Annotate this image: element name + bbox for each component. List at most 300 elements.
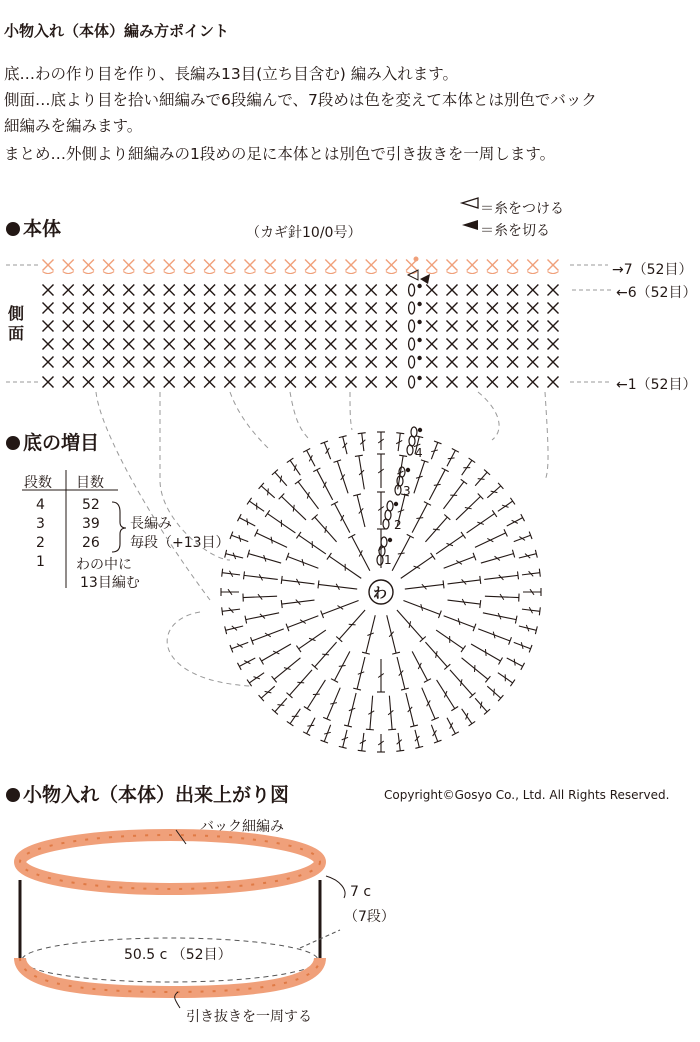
sc-stitch [224,357,235,368]
height-leader [326,876,345,898]
back-sc-stitch [548,260,559,274]
base-rim-back [22,938,318,982]
dc-stitch [296,532,325,554]
table-brace [112,502,126,552]
sc-stitch [527,339,538,350]
sc-stitch [426,357,437,368]
sc-stitch [366,377,377,388]
dc-stitch [437,680,459,711]
dc-stitch [312,642,337,669]
dc-stitch [448,576,481,584]
sc-stitch [63,357,74,368]
dc-stitch [475,698,490,714]
dc-stitch [467,510,497,533]
back-sc-stitch [285,260,296,274]
cut-marker-icon [420,274,430,284]
connector-7 [545,392,548,480]
dc-stitch [286,670,312,698]
round-number-2: 2 [394,518,402,532]
instruction-line-2: 側面…底より目を拾い細編みで6段編んで、7段めは色を変えて本体とは別色でバック [4,91,597,109]
dc-stitch [425,642,450,669]
table-count-1-extra: 13目編む [80,575,140,591]
dc-stitch [245,613,279,624]
back-sc-stitch [447,260,458,274]
dc-stitch [225,550,243,559]
dc-stitch [485,594,519,602]
sc-stitch [224,321,235,332]
sc-stitch [507,377,518,388]
dc-stitch [507,658,525,670]
dc-stitch [323,688,340,721]
chain-stitch [409,376,415,388]
connector-2 [160,392,230,560]
instruction-line-3: 細編みを編みます。 [4,117,143,135]
dc-stitch [377,659,385,692]
dc-stitch [247,673,264,687]
dc-stitch [281,576,314,585]
dc-stitch [403,601,441,619]
dc-stitch [221,588,239,596]
sc-stitch [507,285,518,296]
dc-stitch [412,502,431,533]
back-sc-stitch [346,260,357,274]
sc-stitch [325,377,336,388]
dc-stitch [303,448,315,466]
sc-stitch [487,285,498,296]
sc-stitch [103,303,114,314]
sc-stitch [386,321,397,332]
sc-stitch [63,377,74,388]
dc-stitch [522,607,540,615]
sc-stitch [548,321,559,332]
dc-stitch [436,630,465,652]
sc-stitch [245,357,256,368]
sc-stitch [285,377,296,388]
sc-stitch [43,357,54,368]
dc-stitch [312,514,337,541]
sc-stitch [103,377,114,388]
dc-stitch [377,432,385,450]
dc-stitch [429,468,448,500]
sc-stitch [265,357,276,368]
table-count-2: 26 [82,535,100,551]
sc-stitch [123,339,134,350]
dc-stitch [406,693,418,727]
dc-stitch [484,571,518,580]
connector-4 [290,392,310,440]
sc-stitch [527,285,538,296]
sc-stitch [144,357,155,368]
join-dot [394,502,398,506]
dc-stitch [353,657,365,690]
connector-5 [350,392,352,430]
dc-stitch [259,644,290,664]
dc-stitch [321,725,331,743]
sc-stitch [487,303,498,314]
dc-stitch [358,733,366,751]
instruction-line-1: 底…わの作り目を作り、長編み13目(立ち目含む) 編み入れます。 [4,65,459,83]
dc-stitch [487,483,503,498]
table-round-4: 4 [36,497,45,513]
sc-stitch [204,339,215,350]
sc-stitch [164,321,175,332]
back-sc-stitch [426,260,437,274]
dc-stitch [339,730,348,748]
chain-stitch [409,302,415,314]
dc-stitch [237,658,255,670]
sc-stitch [386,303,397,314]
connector-lines [96,392,548,686]
dc-stitch [444,616,476,631]
sc-stitch [164,357,175,368]
sc-stitch [63,339,74,350]
chain-stitch [409,338,415,350]
dc-stitch [362,615,375,654]
sc-stitch [265,321,276,332]
dc-stitch [519,625,537,634]
join-dot [417,302,421,306]
sc-stitch [103,285,114,296]
dc-stitch [251,629,284,645]
back-sc-stitch [204,260,215,274]
brace-label-increase: 毎段（+13目） [130,535,230,551]
sc-stitch [184,321,195,332]
dc-stitch [397,657,409,690]
back-sc-stitch [305,260,316,274]
dc-stitch [336,610,365,642]
sc-stitch [346,377,357,388]
sc-stitch [265,303,276,314]
back-sc-stitch [487,260,498,274]
sc-stitch [507,357,518,368]
dc-stitch [334,460,349,494]
back-sc-stitch [265,260,276,274]
connector-8 [167,612,250,686]
dc-stitch [523,588,541,596]
sc-stitch [366,339,377,350]
sc-stitch [447,377,458,388]
dc-stitch [327,553,361,578]
sc-stitch [467,339,478,350]
sc-stitch [83,357,94,368]
sc-stitch [43,321,54,332]
table-header-count: 目数 [76,475,104,491]
height-rows-label: （7段） [344,909,395,925]
sc-stitch [164,339,175,350]
back-sc-stitch [103,260,114,274]
sc-stitch [447,321,458,332]
body-heading-text: 本体 [23,218,62,240]
sc-stitch [325,321,336,332]
dc-stitch [237,514,255,526]
dc-stitch [414,460,429,494]
sc-stitch [467,377,478,388]
dc-stitch [339,436,347,454]
dc-stitch [462,458,476,475]
filled-triangle-icon [462,220,478,230]
sc-stitch [224,285,235,296]
dc-stitch [443,479,467,509]
sc-stitch [164,303,175,314]
sc-stitch [123,357,134,368]
sc-stitch [43,339,54,350]
dc-stitch [321,441,331,459]
dc-stitch [388,696,396,730]
dc-stitch [415,730,423,748]
sc-stitch [325,303,336,314]
round-number-4: 4 [415,446,423,460]
sc-stitch [245,377,256,388]
dc-stitch [353,494,365,527]
sc-stitch [426,321,437,332]
dc-stitch [422,688,439,721]
sc-stitch [184,285,195,296]
dc-stitch [448,599,481,608]
sc-stitch [507,321,518,332]
magic-ring-label: わ [373,586,387,602]
dc-stitch [431,725,441,743]
back-sc-stitch [325,260,336,274]
dc-stitch [471,644,502,664]
join-dot [406,468,410,472]
back-sc-stitch [386,260,397,274]
sc-stitch [325,357,336,368]
open-triangle-icon [462,198,478,208]
sc-stitch [245,285,256,296]
dc-stitch [265,510,295,533]
sc-stitch [103,339,114,350]
sc-stitch [123,377,134,388]
dc-stitch [498,498,515,512]
start-chain [411,427,417,437]
sc-stitch [548,303,559,314]
sc-stitch [527,377,538,388]
dc-stitch [478,629,511,645]
sc-stitch [467,303,478,314]
table-round-2: 2 [36,535,45,551]
sc-stitch [265,339,276,350]
dc-stitch [225,626,243,634]
sc-stitch [325,285,336,296]
sc-stitch [43,285,54,296]
sc-stitch [447,303,458,314]
back-sc-stitch [43,260,54,274]
sc-stitch [204,321,215,332]
dc-stitch [436,532,465,554]
sc-stitch [305,303,316,314]
dc-stitch [425,514,450,541]
dc-stitch [222,569,240,577]
sc-stitch [386,285,397,296]
dc-stitch [377,454,385,488]
sc-stitch [144,303,155,314]
sc-stitch [245,303,256,314]
dc-stitch [287,709,301,726]
sc-stitch [103,357,114,368]
back-sc-stitch [123,260,134,274]
dc-stitch [462,658,491,683]
dc-stitch [331,651,350,682]
sc-stitch [386,377,397,388]
dc-stitch [481,550,515,563]
dc-stitch [377,734,385,752]
sc-stitch [426,285,437,296]
sc-stitch [285,339,296,350]
dc-stitch [230,532,248,542]
sc-stitch [487,377,498,388]
sc-stitch [285,357,296,368]
sc-stitch [224,377,235,388]
dc-stitch [304,680,326,711]
sc-stitch [144,285,155,296]
dc-stitch [514,642,532,652]
dc-stitch [522,569,540,577]
join-dot [417,356,421,360]
dc-stitch [281,600,314,608]
sc-stitch [123,321,134,332]
dc-stitch [348,534,370,570]
dc-stitch [405,580,444,589]
join-dot [388,538,392,542]
sc-stitch [285,321,296,332]
join-dot [418,428,422,432]
sc-stitch [527,321,538,332]
sc-stitch [265,285,276,296]
back-sc-stitch [366,260,377,274]
row-label-6: ←6（52目） [616,285,697,301]
dc-stitch [475,470,490,486]
back-sc-stitch [224,260,235,274]
dc-stitch [366,696,374,730]
sc-stitch [447,339,458,350]
page-title: 小物入れ（本体）編み方ポイント [4,22,230,40]
back-sc-stitch [83,260,94,274]
sc-stitch [548,357,559,368]
join-dot [417,338,421,342]
sc-stitch [305,285,316,296]
instruction-line-4: まとめ…外側より細編みの1段めの足に本体とは別色で引き抜きを一周します。 [4,145,556,163]
dc-stitch [447,718,459,736]
chain-stitch [409,284,415,296]
brace-label-dc: 長編み [130,516,172,532]
back-sc-stitch [507,260,518,274]
dc-stitch [462,709,476,726]
sc-stitch [123,303,134,314]
start-chain [387,501,393,511]
dc-stitch [287,458,301,475]
legend-cut-text: ＝糸を切る [480,223,550,239]
sc-stitch [467,357,478,368]
dc-stitch [272,658,301,683]
sc-stitch [83,339,94,350]
sc-stitch [548,285,559,296]
sc-stitch [447,285,458,296]
sc-stitch [305,321,316,332]
row-label-7: →7（52目） [612,262,693,278]
sc-stitch [123,285,134,296]
sc-stitch [285,285,296,296]
start-chain [381,537,387,547]
sc-stitch [548,377,559,388]
table-count-4: 52 [82,497,100,513]
height-label: 7 c [350,884,372,900]
dc-stitch [355,455,364,489]
table-round-1: 1 [36,554,45,570]
circumference-label: 50.5 c （52目） [124,947,232,963]
dc-stitch [296,630,325,652]
finished-basket [20,830,345,1008]
legend-attach-text: ＝糸をつける [480,201,564,217]
sc-stitch [265,377,276,388]
dc-stitch [487,686,503,701]
sc-stitch [305,339,316,350]
back-sc-stitch [245,260,256,274]
back-sc-stitch [527,260,538,274]
sc-stitch [245,339,256,350]
sc-stitch [83,377,94,388]
sc-stitch [467,321,478,332]
sc-stitch [346,339,357,350]
sc-stitch [285,303,296,314]
sc-stitch [103,321,114,332]
dc-stitch [255,529,287,547]
dc-stitch [396,733,404,751]
sc-stitch [144,321,155,332]
sc-stitch [204,377,215,388]
dc-stitch [259,483,275,498]
table-count-1: わの中に [76,557,132,573]
row-label-1: ←1（52目） [616,377,697,393]
dc-stitch [244,571,278,580]
dc-stitch [318,580,357,589]
dc-stitch [344,693,356,727]
sc-stitch [83,321,94,332]
sc-stitch [346,321,357,332]
back-sc-stitch [164,260,175,274]
sc-stitch [305,377,316,388]
sc-stitch [548,339,559,350]
sc-stitch [184,339,195,350]
dc-stitch [321,601,359,619]
dc-stitch [396,433,404,451]
dc-stitch [243,594,277,602]
dc-stitch [483,613,517,624]
dc-stitch [272,698,287,714]
sc-stitch [164,377,175,388]
sc-stitch [245,321,256,332]
dc-stitch [247,498,264,512]
sc-stitch [507,339,518,350]
connector-1 [96,392,210,600]
connector-3 [230,392,270,450]
chain-stitch [409,356,415,368]
dc-stitch [279,494,306,520]
sc-stitch [426,377,437,388]
dc-stitch [247,550,281,563]
dc-stitch [507,514,525,526]
sc-stitch [487,339,498,350]
dc-stitch [431,441,441,459]
dc-stitch [444,553,476,568]
dc-stitch [498,673,515,687]
back-sc-stitch [144,260,155,274]
round-number-1: 1 [384,553,392,567]
sc-stitch [83,303,94,314]
sc-stitch [467,285,478,296]
side-label: 側面 [8,304,25,343]
dc-stitch [456,494,483,520]
sc-stitch [144,339,155,350]
